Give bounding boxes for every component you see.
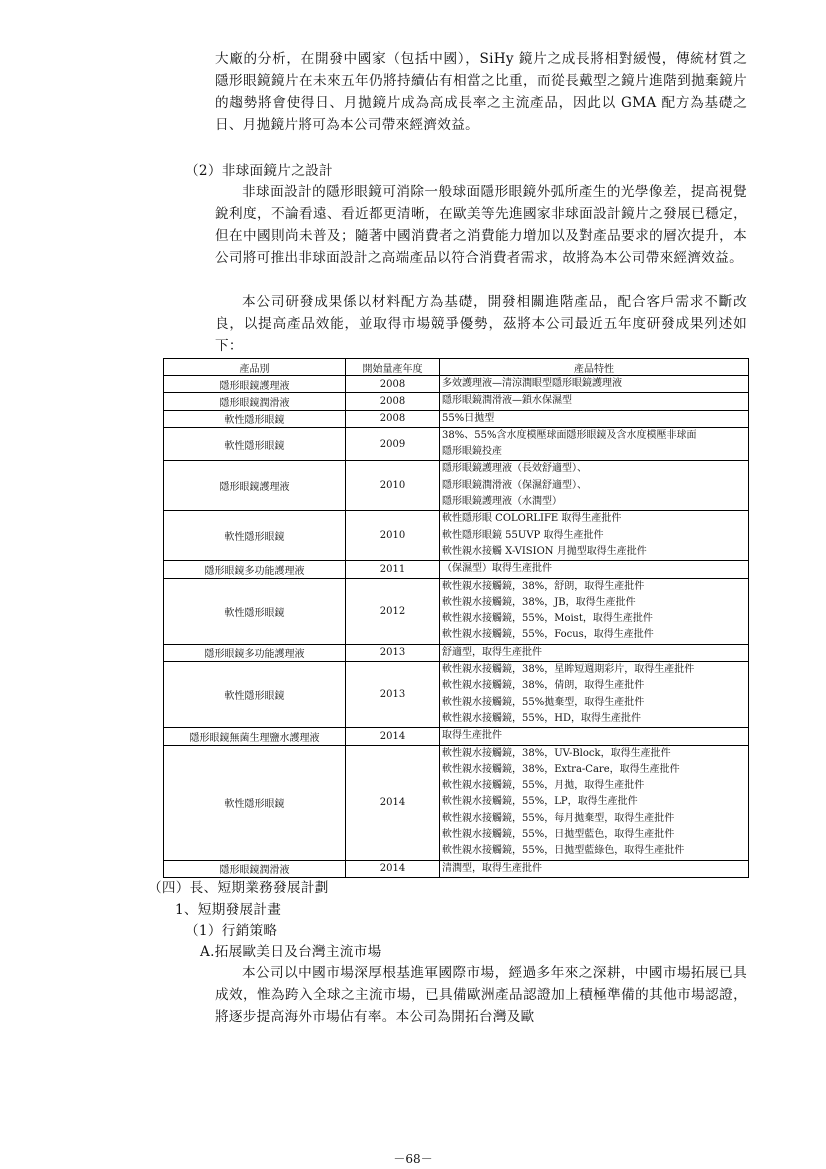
feature-line: 取得生產批件 bbox=[442, 730, 502, 742]
header-year: 開始量產年度 bbox=[346, 359, 440, 376]
cell-features bbox=[440, 461, 749, 511]
feature-line: 軟性親水接觸鏡，38%，星眸短週期彩片，取得生產批件 bbox=[442, 664, 695, 676]
cell-product: 隱形眼鏡護理液 bbox=[164, 461, 346, 511]
cell-features bbox=[440, 561, 749, 578]
feature-line: 軟性親水接觸 X-VISION 月拋型取得生產批件 bbox=[442, 545, 647, 557]
cell-year: 2008 bbox=[346, 393, 440, 410]
cell-product: 軟性隱形眼鏡 bbox=[164, 410, 346, 427]
cell-product: 隱形眼鏡護理液 bbox=[164, 376, 346, 393]
feature-line: 軟性親水接觸鏡，55%拋棄型，取得生產批件 bbox=[442, 696, 645, 708]
rd-results-table bbox=[163, 358, 749, 878]
table-row bbox=[164, 561, 749, 578]
cell-year: 2009 bbox=[346, 427, 440, 461]
cell-year: 2014 bbox=[346, 728, 440, 745]
feature-line: 隱形眼鏡潤滑液（保濕舒適型）、 bbox=[442, 479, 587, 491]
cell-features bbox=[440, 376, 749, 393]
intro-paragraph: 大廠的分析，在開發中國家（包括中國），SiHy 鏡片之成長將相對緩慢，傳統材質之隱形眼鏡鏡片在未來五年仍將持續佔有相當之比重，而從長戴型之鏡片進階到拋棄鏡片的趨勢將會使得日、月拋鏡片成為高成長率之主流產品，因此以 GMA 配方為基礎之日、月拋鏡片將可為本公司帶來經濟效益。 bbox=[215, 51, 747, 133]
section-heading-development-plan: （四）長、短期業務發展計劃 bbox=[148, 880, 329, 896]
feature-line: 隱形眼鏡潤滑液—鎖水保濕型 bbox=[442, 395, 572, 407]
cell-features bbox=[440, 728, 749, 745]
table-row bbox=[164, 644, 749, 661]
feature-line: 軟性親水接觸鏡，55%，Focus，取得生產批件 bbox=[442, 629, 654, 641]
table-row bbox=[164, 662, 749, 728]
cell-year: 2008 bbox=[346, 376, 440, 393]
cell-product: 隱形眼鏡潤滑液 bbox=[164, 860, 346, 877]
cell-year: 2012 bbox=[346, 578, 440, 644]
market-paragraph: 本公司以中國市場深厚根基進軍國際市場，經過多年來之深耕，中國市場拓展已具成效，惟為跨入全球之主流市場，已具備歐洲產品認證加上積極準備的其他市場認證，將逐步提高海外市場佔有率。本公司為開拓台灣及歐 bbox=[215, 965, 747, 1025]
cell-year: 2014 bbox=[346, 745, 440, 860]
feature-line: 軟性親水接觸鏡，38%，舒朗，取得生產批件 bbox=[442, 580, 645, 592]
cell-year: 2010 bbox=[346, 461, 440, 511]
subheading-short-term: 1、短期發展計畫 bbox=[175, 902, 282, 918]
rd-intro-paragraph: 本公司研發成果係以材料配方為基礎，開發相關進階產品，配合客戶需求不斷改良，以提高產品效能，並取得市場競爭優勢，茲將本公司最近五年度研發成果列述如下： bbox=[215, 294, 747, 354]
table-row bbox=[164, 728, 749, 745]
cell-product: 軟性隱形眼鏡 bbox=[164, 427, 346, 461]
table-row bbox=[164, 511, 749, 561]
cell-features bbox=[440, 745, 749, 860]
cell-features bbox=[440, 644, 749, 661]
cell-product: 隱形眼鏡多功能護理液 bbox=[164, 644, 346, 661]
page-number: －68－ bbox=[393, 1152, 433, 1166]
cell-product: 軟性隱形眼鏡 bbox=[164, 745, 346, 860]
feature-line: 隱形眼鏡投產 bbox=[442, 446, 502, 458]
cell-product: 軟性隱形眼鏡 bbox=[164, 662, 346, 728]
table-row bbox=[164, 410, 749, 427]
table-row bbox=[164, 860, 749, 877]
cell-product: 軟性隱形眼鏡 bbox=[164, 578, 346, 644]
table-row bbox=[164, 427, 749, 461]
cell-features bbox=[440, 662, 749, 728]
table-header-row bbox=[164, 359, 749, 376]
cell-features bbox=[440, 860, 749, 877]
subheading-expand-markets: A.拓展歐美日及台灣主流市場 bbox=[200, 944, 382, 960]
feature-line: 軟性親水接觸鏡，55%，日拋型藍綠色，取得生產批件 bbox=[442, 845, 685, 857]
cell-features bbox=[440, 393, 749, 410]
feature-line: 55%日拋型 bbox=[442, 412, 495, 424]
feature-line: 多效護理液—清涼潤眼型隱形眼鏡護理液 bbox=[442, 378, 622, 389]
feature-line: 清潤型，取得生產批件 bbox=[442, 862, 542, 874]
feature-line: 軟性親水接觸鏡，55%，LP，取得生產批件 bbox=[442, 796, 638, 808]
table-row bbox=[164, 393, 749, 410]
cell-features bbox=[440, 578, 749, 644]
header-features: 產品特性 bbox=[440, 359, 749, 376]
cell-product: 軟性隱形眼鏡 bbox=[164, 511, 346, 561]
feature-line: 隱形眼鏡護理液（水潤型） bbox=[442, 496, 562, 508]
cell-year: 2013 bbox=[346, 662, 440, 728]
cell-year: 2014 bbox=[346, 860, 440, 877]
section-heading-aspheric: （2）非球面鏡片之設計 bbox=[185, 163, 333, 179]
feature-line: 軟性隱形眼鏡 55UVP 取得生產批件 bbox=[442, 529, 604, 541]
aspheric-paragraph: 非球面設計的隱形眼鏡可消除一般球面隱形眼鏡外弧所產生的光學像差，提高視覺銳利度，不論看遠、看近都更清晰，在歐美等先進國家非球面設計鏡片之發展已穩定，但在中國則尚未普及；隨著中國消費者之消費能力增加以及對產品要求的層次提升，本公司將可推出非球面設計之高端產品以符合消費者需求，故將為本公司帶來經濟效益。 bbox=[215, 184, 747, 266]
feature-line: 軟性隱形眼 COLORLIFE 取得生產批件 bbox=[442, 513, 622, 525]
subheading-marketing: （1）行銷策略 bbox=[185, 923, 278, 939]
feature-line: 38%、55%含水度模壓球面隱形眼鏡及含水度模壓非球面 bbox=[442, 429, 697, 441]
feature-line: 舒適型，取得生產批件 bbox=[442, 646, 542, 658]
cell-product: 隱形眼鏡無菌生理鹽水護理液 bbox=[164, 728, 346, 745]
table-row bbox=[164, 578, 749, 644]
cell-year: 2011 bbox=[346, 561, 440, 578]
cell-product: 隱形眼鏡多功能護理液 bbox=[164, 561, 346, 578]
table-row bbox=[164, 745, 749, 860]
cell-year: 2008 bbox=[346, 410, 440, 427]
feature-line: （保濕型）取得生產批件 bbox=[442, 563, 552, 575]
feature-line: 軟性親水接觸鏡，38%，倩朗，取得生產批件 bbox=[442, 680, 645, 692]
feature-line: 軟性親水接觸鏡，55%，每月拋棄型，取得生產批件 bbox=[442, 812, 675, 824]
cell-features bbox=[440, 511, 749, 561]
cell-features bbox=[440, 427, 749, 461]
feature-line: 軟性親水接觸鏡，38%，Extra-Care，取得生產批件 bbox=[442, 763, 680, 775]
feature-line: 軟性親水接觸鏡，55%，日拋型藍色，取得生產批件 bbox=[442, 829, 675, 841]
table-row bbox=[164, 376, 749, 393]
feature-line: 軟性親水接觸鏡，55%，月拋，取得生產批件 bbox=[442, 780, 645, 792]
feature-line: 軟性親水接觸鏡，38%，UV-Block，取得生產批件 bbox=[442, 747, 671, 759]
cell-features bbox=[440, 410, 749, 427]
feature-line: 軟性親水接觸鏡，55%，Moist，取得生產批件 bbox=[442, 613, 653, 625]
cell-year: 2010 bbox=[346, 511, 440, 561]
feature-line: 隱形眼鏡護理液（長效舒適型）、 bbox=[442, 463, 587, 475]
cell-year: 2013 bbox=[346, 644, 440, 661]
feature-line: 軟性親水接觸鏡，55%，HD，取得生產批件 bbox=[442, 712, 641, 724]
feature-line: 軟性親水接觸鏡，38%，JB，取得生產批件 bbox=[442, 596, 636, 608]
table-row bbox=[164, 461, 749, 511]
header-product: 產品別 bbox=[164, 359, 346, 376]
cell-product: 隱形眼鏡潤滑液 bbox=[164, 393, 346, 410]
